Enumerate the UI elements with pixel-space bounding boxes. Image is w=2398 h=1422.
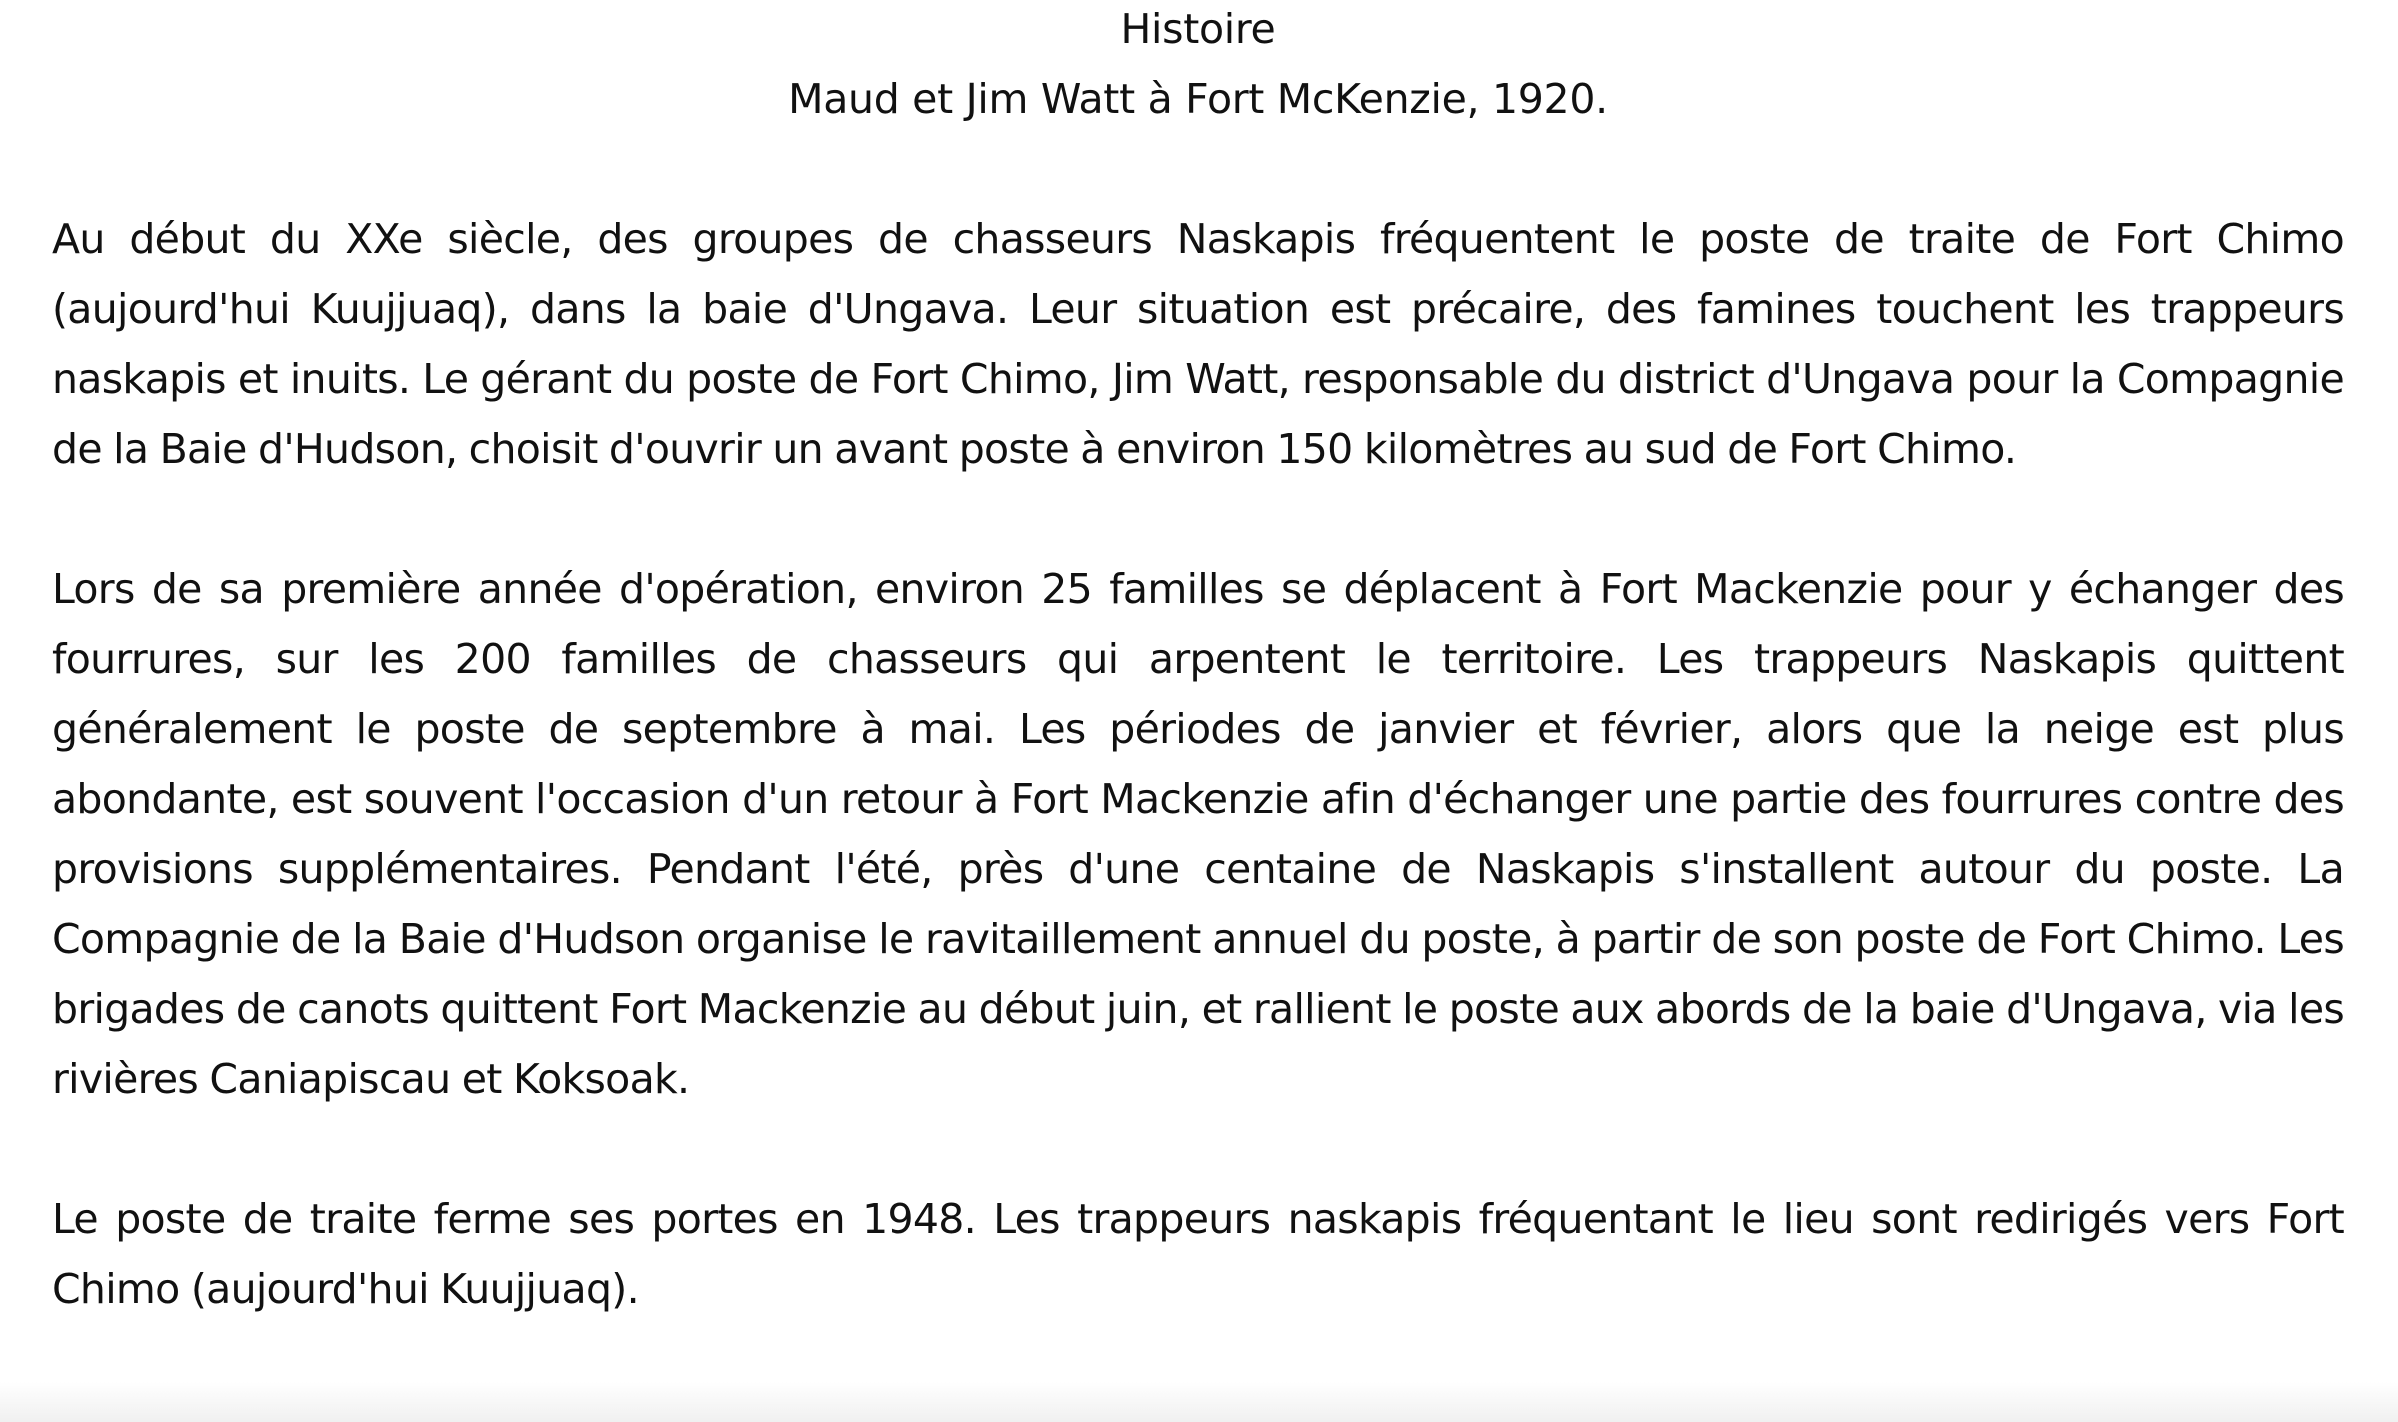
bottom-fade	[0, 1382, 2398, 1422]
article-content	[52, 0, 2344, 1324]
photo-caption: Maud et Jim Watt à Fort McKenzie, 1920.	[788, 75, 1608, 123]
section-title: Histoire	[1120, 5, 1276, 53]
paragraph-3: Le poste de traite ferme ses portes en 1948. Les trappeurs naskapis fréquentant le lieu sont redirigés vers Fort Chimo (aujourd'hui Kuujjuaq).	[52, 1195, 2344, 1313]
paragraph-1: Au début du XXe siècle, des groupes de chasseurs Naskapis fréquentent le poste de traite de Fort Chimo (aujourd'hui Kuujjuaq), dans la baie d'Ungava. Leur situation est précaire, des famines touchent les trappeurs naskapis et inuits. Le gérant du poste de Fort Chimo, Jim Watt, responsable du district d'Ungava pour la Compagnie de la Baie d'Hudson, choisit d'ouvrir un avant poste à environ 150 kilomètres au sud de Fort Chimo.	[52, 215, 2344, 473]
paragraph-2: Lors de sa première année d'opération, environ 25 familles se déplacent à Fort Mackenzie pour y échanger des fourrures, sur les 200 familles de chasseurs qui arpentent le territoire. Les trappeurs Naskapis quittent généralement le poste de septembre à mai. Les périodes de janvier et février, alors que la neige est plus abondante, est souvent l'occasion d'un retour à Fort Mackenzie afin d'échanger une partie des fourrures contre des provisions supplémentaires. Pendant l'été, près d'une centaine de Naskapis s'installent autour du poste. La Compagnie de la Baie d'Hudson organise le ravitaillement annuel du poste, à partir de son poste de Fort Chimo. Les brigades de canots quittent Fort Mackenzie au début juin, et rallient le poste aux abords de la baie d'Ungava, via les rivières Caniapiscau et Koksoak.	[52, 565, 2344, 1103]
